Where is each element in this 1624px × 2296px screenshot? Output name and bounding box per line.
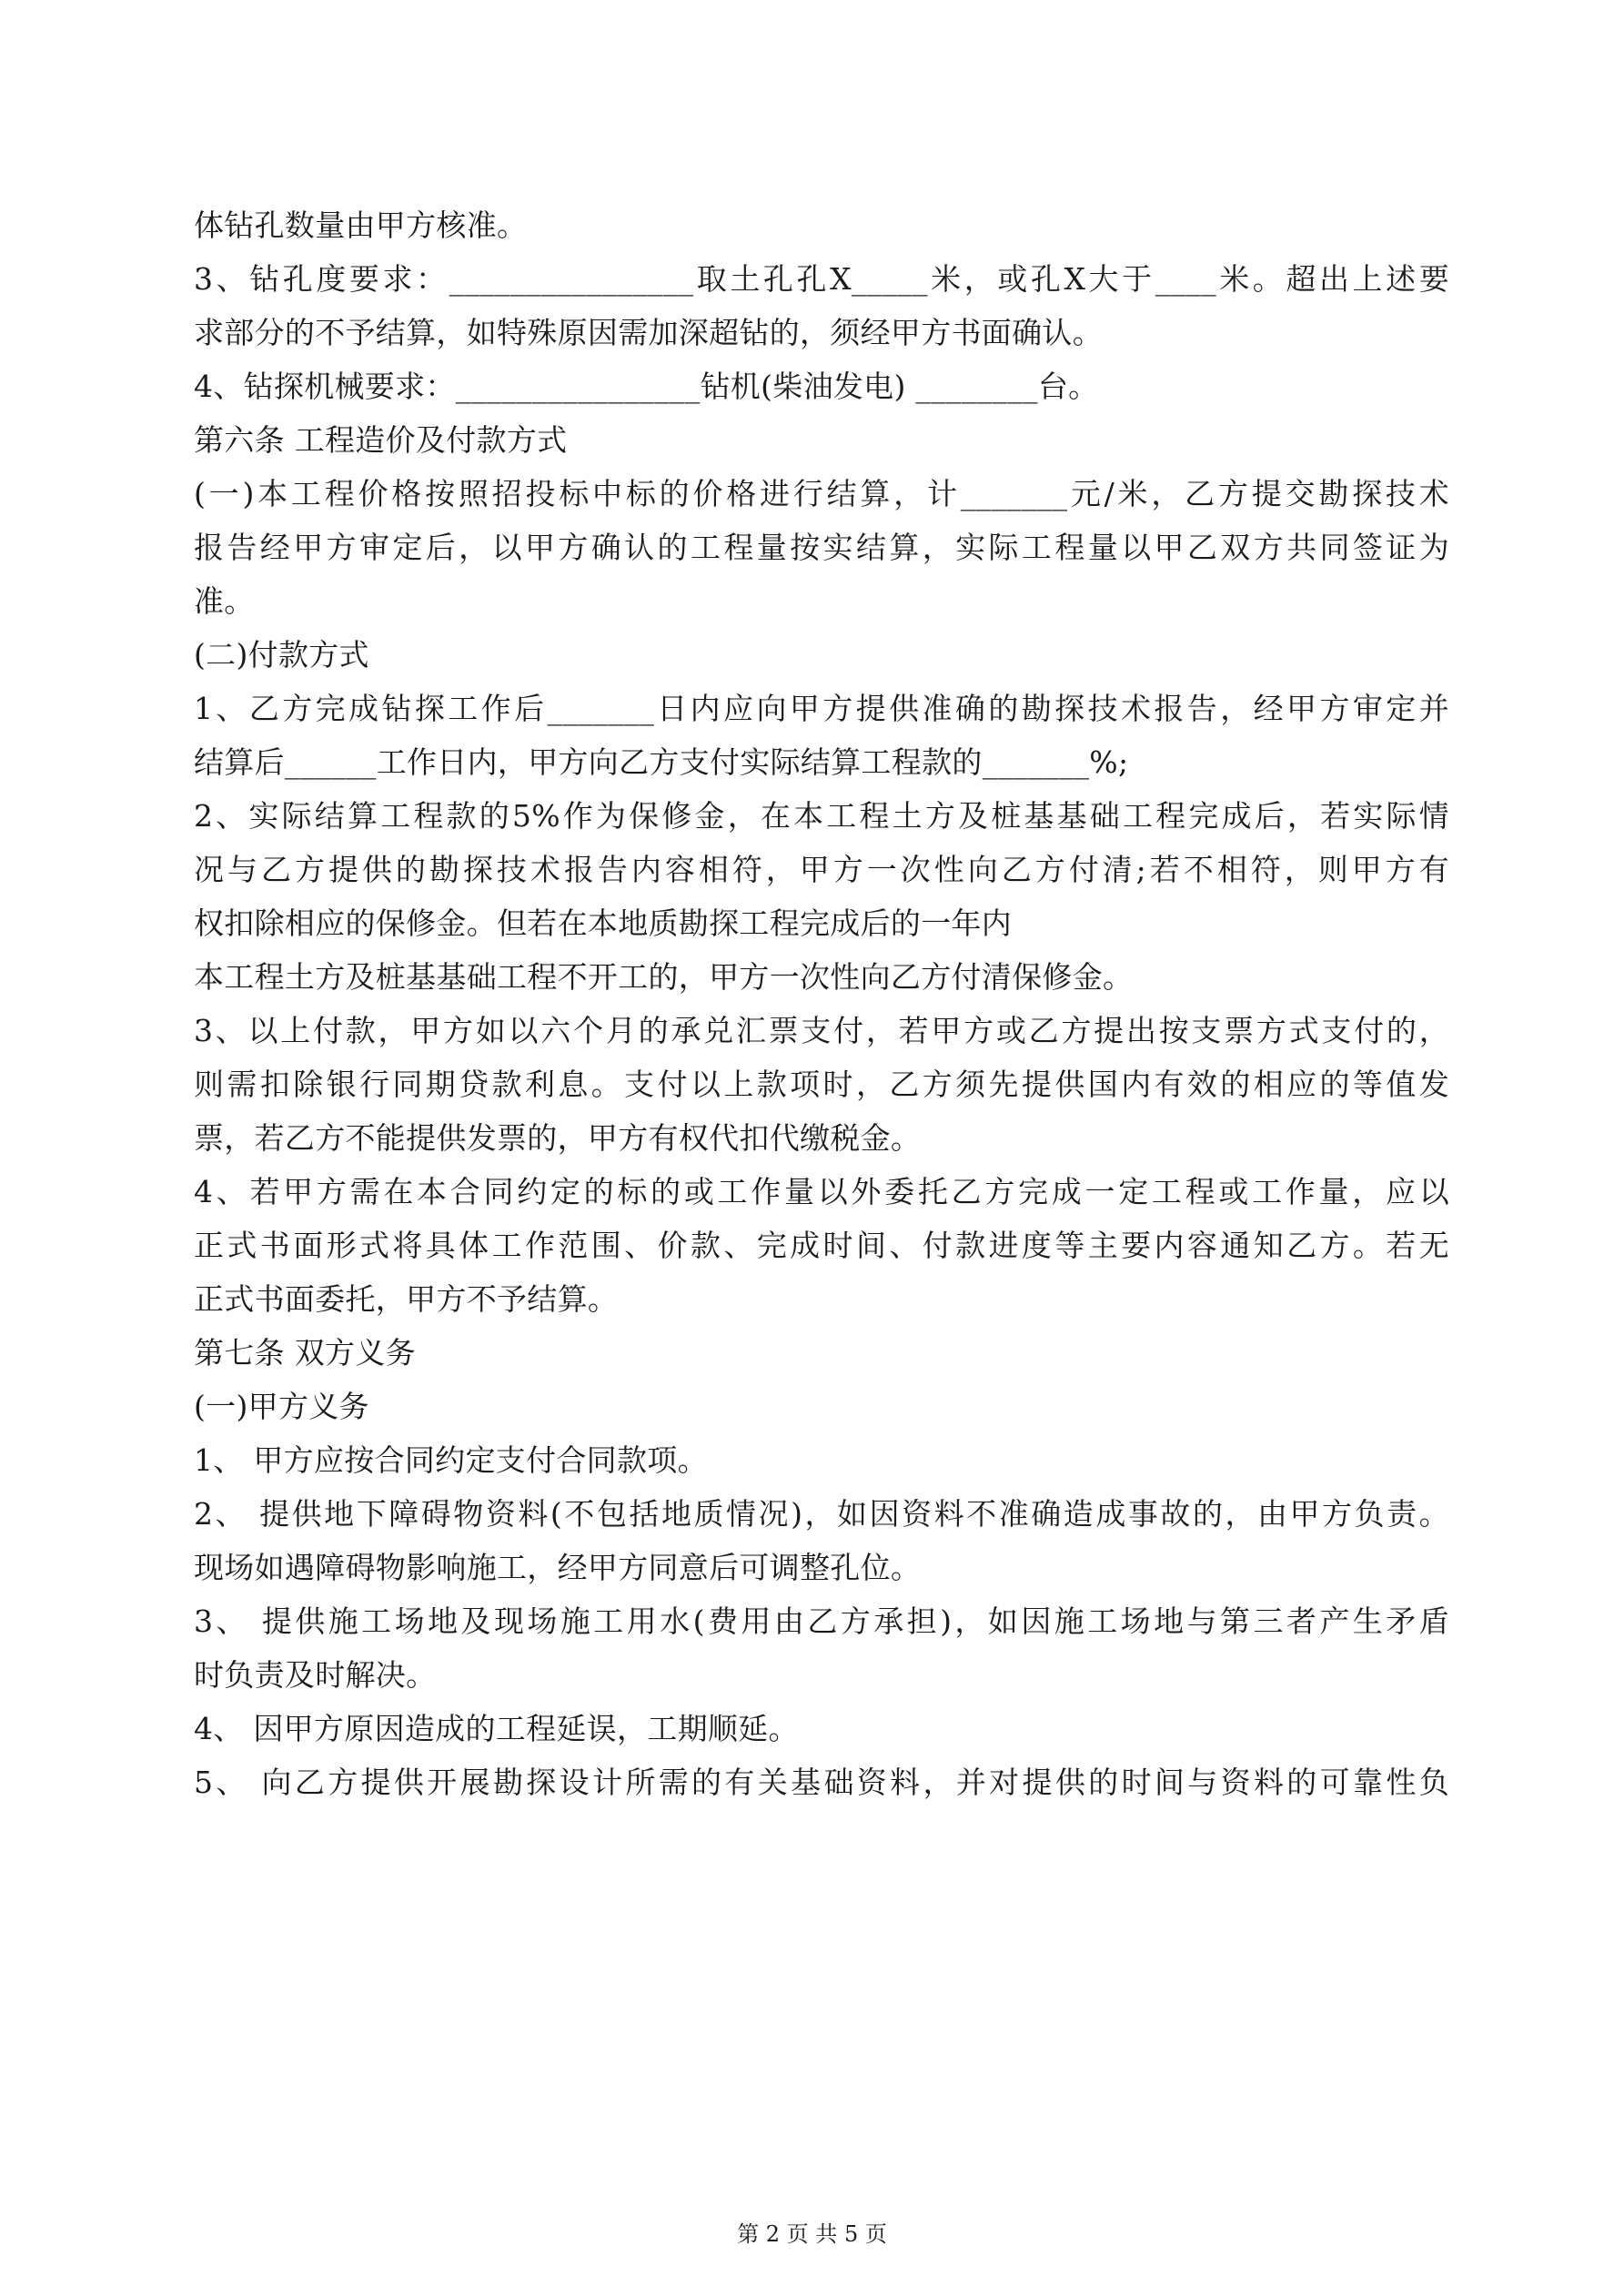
body-line-4: 4、钻探机械要求：________________钻机(柴油发电) ________台。 (194, 369, 1099, 404)
body-line-1: 体钻孔数量由甲方核准。 (194, 207, 528, 243)
body-line-27: 3、 提供施工场地及现场施工用水(费用由乙方承担)，如因施工场地与第三者产生矛盾 (194, 1603, 1449, 1639)
body-line-7: 报告经甲方审定后，以甲方确认的工程量按实结算，实际工程量以甲乙双方共同签证为 (194, 530, 1449, 565)
body-line-12: 2、实际结算工程款的5%作为保修金，在本工程土方及桩基基础工程完成后，若实际情 (194, 798, 1449, 834)
body-line-10: 1、乙方完成钻探工作后_______日内应向甲方提供准确的勘探技术报告，经甲方审定并 (194, 691, 1449, 726)
section-heading-article-6: 第六条 工程造价及付款方式 (194, 422, 568, 458)
body-line-2: 3、钻孔度要求：________________取土孔孔X_____米，或孔X大于____米。超出上述要 (194, 261, 1449, 297)
subsection-heading-party-a: (一)甲方义务 (194, 1389, 369, 1424)
body-line-21: 正式书面委托，甲方不予结算。 (194, 1281, 619, 1317)
body-line-6: (一)本工程价格按照招投标中标的价格进行结算，计_______元/米，乙方提交勘探技术 (194, 476, 1449, 511)
body-line-30: 5、 向乙方提供开展勘探设计所需的有关基础资料，并对提供的时间与资料的可靠性负 (194, 1765, 1449, 1800)
body-line-14: 权扣除相应的保修金。但若在本地质勘探工程完成后的一年内 (194, 905, 1013, 941)
body-line-25: 2、 提供地下障碍物资料(不包括地质情况)，如因资料不准确造成事故的，由甲方负责。 (194, 1496, 1449, 1532)
body-line-16: 3、以上付款，甲方如以六个月的承兑汇票支付，若甲方或乙方提出按支票方式支付的， (194, 1013, 1449, 1048)
body-line-17: 则需扣除银行同期贷款利息。支付以上款项时，乙方须先提供国内有效的相应的等值发 (194, 1067, 1449, 1102)
section-heading-article-7: 第七条 双方义务 (194, 1335, 416, 1371)
subsection-heading-payment: (二)付款方式 (194, 637, 369, 673)
body-line-18: 票，若乙方不能提供发票的，甲方有权代扣代缴税金。 (194, 1120, 922, 1156)
body-line-26: 现场如遇障碍物影响施工，经甲方同意后可调整孔位。 (194, 1550, 922, 1585)
body-line-11: 结算后______工作日内，甲方向乙方支付实际结算工程款的_______%; (194, 744, 1129, 780)
body-line-29: 4、 因甲方原因造成的工程延误，工期顺延。 (194, 1711, 799, 1746)
body-line-20: 正式书面形式将具体工作范围、价款、完成时间、付款进度等主要内容通知乙方。若无 (194, 1228, 1449, 1263)
page-footer: 第 2 页 共 5 页 (737, 2221, 887, 2247)
document-body (194, 198, 1449, 1809)
body-line-28: 时负责及时解决。 (194, 1657, 437, 1693)
body-line-8: 准。 (194, 583, 255, 619)
body-line-3: 求部分的不予结算，如特殊原因需加深超钻的，须经甲方书面确认。 (194, 315, 1103, 350)
body-line-13: 况与乙方提供的勘探技术报告内容相符，甲方一次性向乙方付清;若不相符，则甲方有 (194, 852, 1449, 887)
body-line-24: 1、 甲方应按合同约定支付合同款项。 (194, 1442, 708, 1478)
body-line-19: 4、若甲方需在本合同约定的标的或工作量以外委托乙方完成一定工程或工作量，应以 (194, 1174, 1449, 1209)
body-line-15: 本工程土方及桩基基础工程不开工的，甲方一次性向乙方付清保修金。 (194, 959, 1134, 995)
